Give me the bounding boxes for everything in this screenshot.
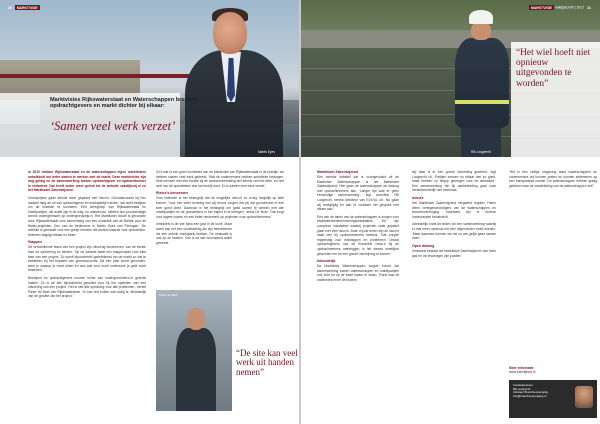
subheading: Open dialoog (412, 243, 435, 248)
paragraph: ‘Het is een veilige omgeving waar waterschappen en ondernemers vrij kunnen praten en kunnen afstemmen op een transparante manier. De waterschappen hebben graag gekeken naar de ontwikkeling van de waterschappen zelf.’ (509, 170, 597, 188)
hero-photo-right (301, 0, 600, 157)
section-label: MARKTVISIE (16, 5, 38, 10)
left-column-2 (156, 170, 284, 248)
more-info-block (509, 366, 535, 374)
paragraph: Een van de taken van de waterschappen is zorgen voor afvalwaterbeheerzuiveringsinstallaties. Dit zijn complexe installaties waarbij projecten vaak gepland gaan met veel risico’s. Daar of juist tenen zijn de risico’s vaak niet bij opdrachtnemers bekend. ‘Dat zorgde regelmatig voor misstappen en problemen. Omdat opdrachtgevers ook de financiële risico’s bij de opdrachtnemers neerleggen, is het steeds moeilijker geworden om tot een goede inschrijving te komen.’ (317, 214, 399, 256)
infobox-title: Contactpersoon (513, 383, 533, 387)
paragraph: Grondprijzen gaan steeds meer gepaard met risico’s. Grondaccounts bij hen hadden lang de rol van opdrachtgever en marktpartijen afzien, dat werd bekijken om de markten te bundelen. Een werkgroep van Rijkswaterstaat en marktpartijen, die actief zijn in de weg- en waterbouw, hebben hun procesmatige kennis ondergebracht op ondergrondprijs.nl. Het Marktloket bouwt is gevonden door Rijkswaterstaat voor samenhang van een evaluatie van de Bairstr voor de Water-projecten. Een van de bedenkers is Martin Eyes van Flevogan. ‘De website is gemaakt voor een groep mensen die anders waarde voor opdrachten, iedereen begrijpt elkaar nu beter.’ (28, 195, 146, 237)
left-column-1 (28, 170, 146, 302)
contact-infobox (509, 380, 597, 418)
running-header-left (8, 5, 40, 10)
edition-label: Vaktijdschrift | 2017 (554, 5, 585, 10)
right-page (301, 0, 600, 424)
right-column-2 (412, 170, 496, 261)
paragraph: De verschillende fases van een project zijn uitvoerig beschreven, van de eerste fase tot oplevering en beheer. ‘Op de website staat een stappenplan voor elke fase van een project. Zo wordt bijvoorbeeld gedefinieerd om de markt zo dat te betrekken bij het bepalen van grondaccounts. Als een plan wordt gevonden, weet je waarop je moet letten en aan wat voor soort onderzoek je geld moet besteden.’ (28, 245, 146, 273)
article-title: ‘Samen veel werk verzet’ (50, 119, 176, 133)
paragraph: Een tweede initiatief dat is voortgevloeid uit de Marktvisie Waterschappen is het Marktloket Zakenwijzend. Hier gaan de waterschappen de dialoog met opdrachtnemers aan. ‘Langer tijd was er geen eenduidige samenwerking’, legt voorzitter Rik Loogrecht, kennis directeur van ELK/UL uit. ‘Nu gaan wij vroegtijdig en aan te voorkant het gesprek met elkaar aan.’ (317, 175, 399, 212)
left-page (0, 0, 299, 424)
contact-role: Adviseur Branchevereniging (513, 390, 548, 395)
intro-text: In 2010 hebben Rijkswaterstaat en de waterschappen eigen marktvisies ontwikkeld om beter samen te werken met de markt. Deze marktvisies zijn nog geldig en de samenwerking tussen opdrachtgever en opdrachtnemer is verbeterd. Dat heeft onder meer geleid tot de website zakelijkvrij.nl en het Marktloket Zakenwijzend. (28, 170, 146, 193)
paragraph: Het Marktloket Zakenwijzend vergadert regulier. Hierin zitten vertegenwoordigers van de waterschappen en branchevereniging. Inmiddels zijn er diverse onderwerpen behandeld. (412, 201, 496, 219)
inline-photo-caption: Pieter de Boer (159, 293, 179, 297)
running-header-right (529, 5, 593, 10)
pull-quote-hero: “Het wiel hoeft niet opnieuw uitgevonden te worden” (511, 42, 600, 157)
portrait-man (183, 8, 283, 157)
contact-name: Rik Loogrecht (513, 386, 531, 391)
subheading: Inhoudelijk (317, 259, 336, 264)
paragraph: Bedrijven en opdrachtgevers kunnen beide van ondergrondrisico.nl gebruik maken. Zo is de site bijvoorbeeld geschikt voor bij het opstellen van een uitvoering van een project. ‘Het is niet alle oplossing voor alle problemen’, vertelt Pieter de Boer van Rijkswaterstaat. ‘Je kan niet buiten wat nodig is, afhankelijk van de grootte van het project.’ (28, 275, 146, 299)
more-info-link[interactable]: www.zakelijkvrij.nl (509, 370, 536, 375)
page-number: 21 (587, 5, 591, 10)
subheading: Marktloket Zakenwijzend (317, 170, 359, 174)
roofline-shape (0, 74, 190, 78)
paragraph: Inmiddels bestaat het Marktloket Zakenwijzend ruim twee jaar en de ervaringen zijn positief. (412, 248, 496, 258)
photo-caption-left: Martin Eyes (258, 150, 275, 154)
avatar (575, 386, 593, 408)
article-kicker: Marktvisies Rijkswaterstaat en Waterschappen brengen opdrachtgevers en markt dichter bij elkaar: (50, 97, 198, 110)
contact-email[interactable]: info@branchevereniging.nl (513, 393, 547, 398)
more-info-label: Meer informatie (509, 366, 534, 370)
subheading: Risico’s benoemen (156, 191, 188, 196)
inline-portrait (156, 290, 232, 411)
paragraph: Voor iedereen is het belangrijk dat de mogelijke risico’s zo vroeg mogelijk op tafel komen. ‘Voor een ieder ervaring kun wij ervoor zorgen dat wij dat grondverzet in één keer goed doen. Daarvoor is het belangrijk om goed samen te werken met alle marktpartijen en de grondeisers in het traject in te brengen’, aldus De Boer. ‘Dat zorgt voor lagere kosten en een beter rendement op projecten voor opdrachtnemers.’ (156, 196, 284, 219)
worker-figure (451, 10, 511, 157)
subheading: Advies (412, 195, 424, 200)
paragraph: Inmiddels is de site bijna een jaar in de lucht. Maar soms kan het een ontwikkeling als zijn betrokkenen die een enkele marktpartij hebben. De evaluatie is ook op de boeken. Ook is de site doorlopend actief geweest. (156, 222, 232, 245)
paragraph: De Marktvisie Waterschappen zorgde ervoor dat samenwerking tussen waterschappen en marktpartijen ook echt tot op de kaart kwam te staan. ‘Eerst was dit onderwerp meer de bodem. (317, 264, 399, 283)
page-number: 20 (8, 5, 12, 10)
pull-quote-inline: “De site kan veel werk uit handen nemen” (236, 348, 298, 377)
subheading: Stappen (28, 240, 42, 245)
right-column-3 (509, 170, 597, 191)
photo-caption-right: Rik Loogrecht (471, 150, 491, 154)
helmet-icon (469, 10, 493, 24)
right-column-1 (317, 170, 399, 286)
section-label: MARKTVISIE (531, 5, 552, 10)
paragraph: wij’ daar is er een goede invloeding geweest’, legt Loogrecht uit. ‘Partijen kennen nu elkaar niet zo goed, maar hebben nu begrip gekregen voor de werkwijze.’ Een samenwerking die bij aanbesteding gaat naar verantwoordelijk niet helemaal. (412, 170, 496, 193)
paragraph: Uiteindelijk moet dit leiden tot een samenwerking waarbij er niet meer opnieuw het wiel uitgevonden moet worden. ‘Maar daarmee kunnen we het nu wel gelijk gaan samen doen.’ (412, 222, 496, 241)
paragraph: Zo’n site is een goed voorbeeld van de Marktvisie van Rijkswaterstaat in de praktijk: we hebben samen veel werk gedeeld. ‘Wat de ondernemers hebben specifieke belangen. Veel mensen met een functie bij de werkvoorbereiding wel kennis van het werk, en niet veel van de specialisten wat het bedrijf doet. Zo is samen veel werk verzet.’ (156, 170, 284, 188)
hero-photo-left (0, 0, 299, 157)
